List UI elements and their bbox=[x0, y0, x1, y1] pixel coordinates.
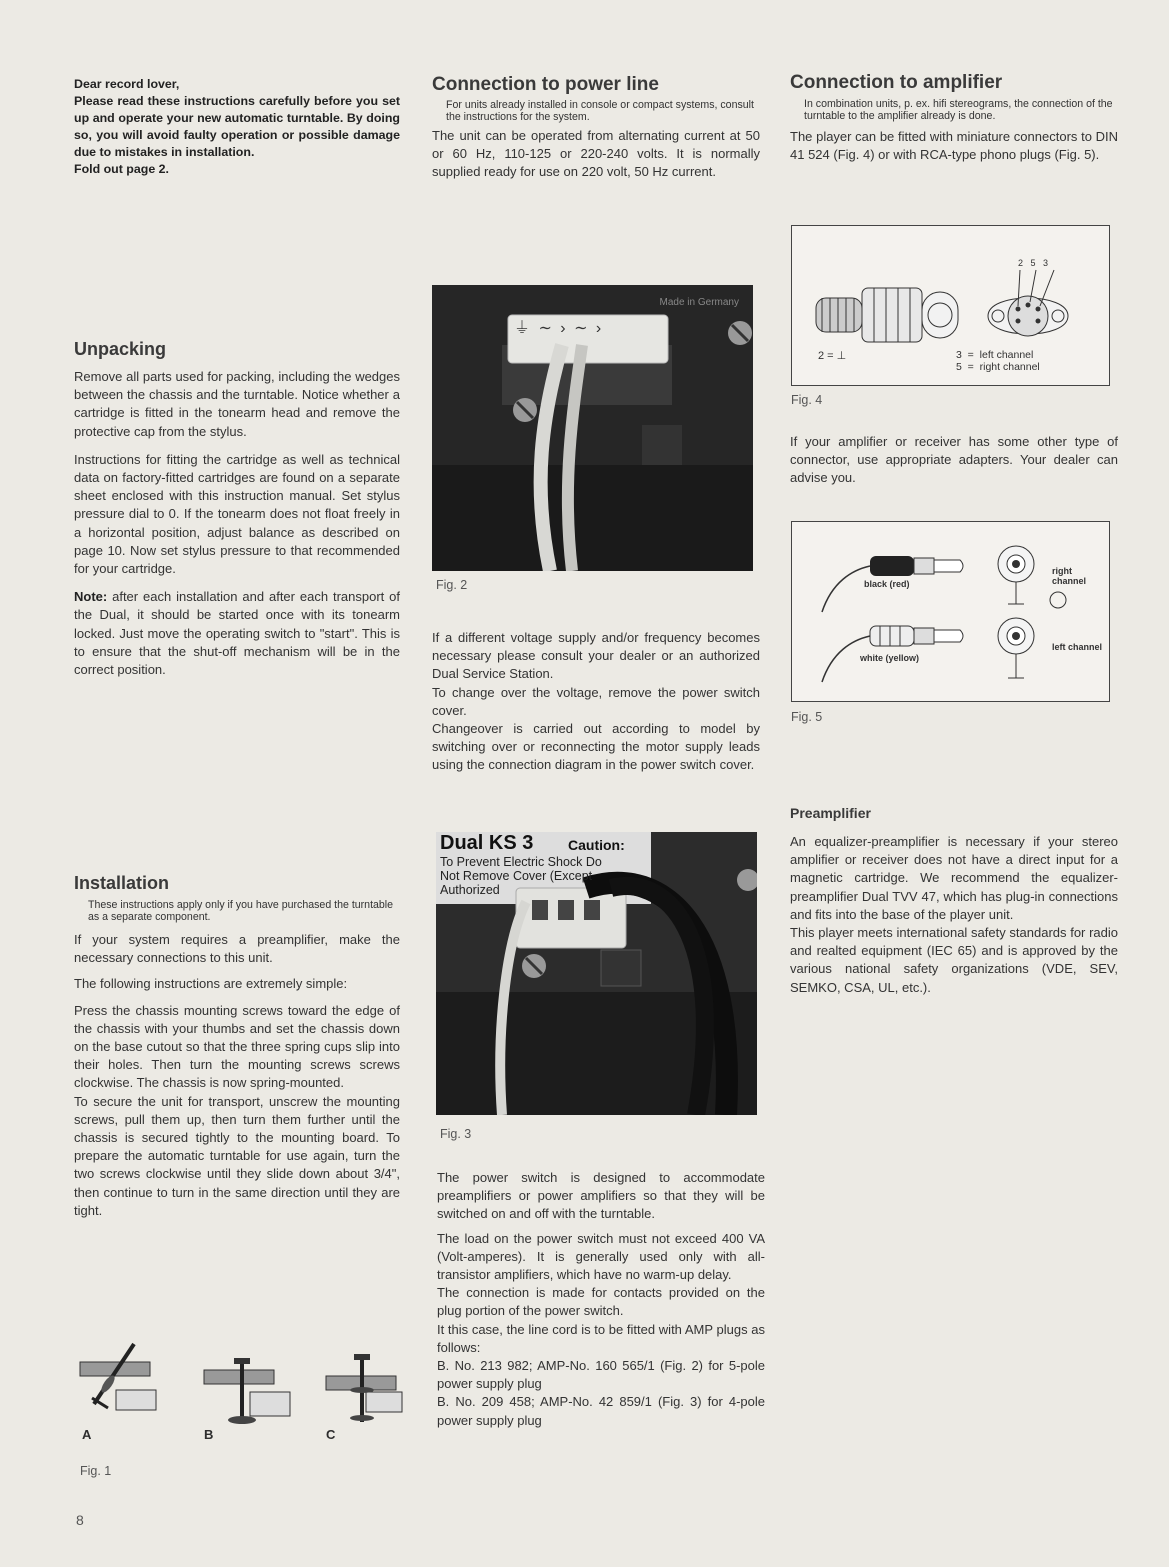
fig4-left-channel-label: 3 = left channel bbox=[956, 349, 1034, 361]
intro-greeting: Dear record lover, bbox=[74, 77, 180, 91]
fig3-caution-text: Caution: bbox=[568, 837, 625, 853]
power-paragraph-1: The unit can be operated from alternating current at 50 or 60 Hz, 110-125 or 220-240 volts. It is normally supplied ready for use on 220 volt, 50 Hz current. bbox=[432, 128, 760, 180]
fig1-label-a: A bbox=[82, 1427, 92, 1442]
fig3-brand-text: Dual KS 3 bbox=[440, 832, 534, 854]
fig5-black-label: black (red) bbox=[864, 579, 910, 589]
fig3-warning-line-2: Not Remove Cover (Except bbox=[440, 869, 593, 883]
fig5-white-label: white (yellow) bbox=[860, 653, 920, 663]
preamp-heading: Preamplifier bbox=[790, 805, 871, 821]
mounting-screw-diagrams bbox=[74, 1340, 414, 1490]
power-paragraph-5: The power switch is designed to accommodate preamplifiers or power amplifiers so that they will be switched on and off with the turntable. bbox=[437, 1170, 765, 1222]
figure-4-box bbox=[791, 225, 1110, 386]
intro-fold-out: Fold out page 2. bbox=[74, 162, 169, 176]
figure-1 bbox=[74, 1340, 414, 1490]
fig2-plug-symbols: ⏚ ∼ › ∼ › bbox=[514, 320, 604, 337]
fig5-caption: Fig. 5 bbox=[791, 710, 823, 724]
power-paragraph-10: B. No. 209 458; AMP-No. 42 859/1 (Fig. 3) for 4-pole power supply plug bbox=[437, 1394, 765, 1428]
power-paragraph-9: B. No. 213 982; AMP-No. 160 565/1 (Fig. 2) for 5-pole power supply plug bbox=[437, 1358, 765, 1392]
note-label: Note: bbox=[74, 589, 108, 605]
installation-paragraph-1: If your system requires a preamplifier, make the necessary connections to this unit. bbox=[74, 932, 400, 966]
fig4-caption: Fig. 4 bbox=[791, 393, 823, 407]
figure-5-box bbox=[791, 521, 1110, 702]
rca-socket-left bbox=[998, 618, 1034, 678]
diagram-a bbox=[80, 1344, 156, 1410]
amplifier-paragraph-2: If your amplifier or receiver has some other type of connector, use appropriate adapters. Your dealer can advise you. bbox=[790, 434, 1118, 486]
amplifier-heading: Connection to amplifier bbox=[790, 72, 1003, 93]
fig5-right-channel-label: right channel bbox=[1052, 566, 1087, 586]
fig3-caption: Fig. 3 bbox=[440, 1127, 472, 1141]
fig2-caption: Fig. 2 bbox=[436, 578, 468, 592]
note-text: after each installation and after each transport of the Dual, it should be started once with its tonearm locked. Just move the operating switch to "start". This is to ensure that the shut-off mechanism will be in the correct position. bbox=[74, 589, 400, 678]
unpacking-paragraph-1: Remove all parts used for packing, including the wedges between the chassis and the turntable. Notice whether a cartridge is fitted in the tonearm head and remove the protective cap from the stylus. bbox=[74, 369, 400, 439]
power-section bbox=[432, 74, 760, 182]
figure-3-photo bbox=[436, 832, 757, 1115]
intro-text: Please read these instructions carefully before you set up and operate your new automatic turntable. By doing so, you will avoid faulty operation or possible damage due to mistakes in installation. bbox=[74, 94, 400, 159]
fig2-made-in-text: Made in Germany bbox=[659, 297, 739, 308]
amplifier-section bbox=[790, 72, 1118, 164]
preamp-section bbox=[790, 805, 1118, 997]
rca-connector-diagram bbox=[792, 522, 1109, 701]
power-paragraph-6: The load on the power switch must not exceed 400 VA (Volt-amperes). It is generally used only with all-transistor amplifiers, which have no warm-up delay. bbox=[437, 1230, 765, 1283]
installation-paragraph-4: To secure the unit for transport, unscrew the mounting screws, pull them up, then turn them further until the chassis is secured tightly to the mounting board. To prepare the automatic turntable for use again, turn the two screws clockwise until they slide down about 3/4", then continue to turn in the same direction until they are tight. bbox=[74, 1093, 400, 1218]
installation-paragraph-3: Press the chassis mounting screws toward the edge of the chassis with your thumbs and set the chassis down on the base cutout so that the three spring cups slip into their holes. Then turn the mounting screws screws clockwise. The chassis is now spring-mounted. bbox=[74, 1002, 400, 1091]
installation-heading: Installation bbox=[74, 873, 170, 893]
din-socket bbox=[988, 270, 1068, 336]
installation-small-note: These instructions apply only if you have purchased the turntable as a separate component. bbox=[88, 899, 394, 923]
fig3-warning-line-1: To Prevent Electric Shock Do bbox=[440, 855, 602, 869]
fig5-left-channel-label: left channel bbox=[1052, 642, 1103, 652]
power-paragraph-8: It this case, the line cord is to be fitted with AMP plugs as follows: bbox=[437, 1321, 765, 1355]
amplifier-paragraph-1: The player can be fitted with miniature connectors to DIN 41 524 (Fig. 4) or with RCA-type phono plugs (Fig. 5). bbox=[790, 129, 1118, 163]
fig1-caption: Fig. 1 bbox=[80, 1464, 112, 1478]
unpacking-heading: Unpacking bbox=[74, 339, 167, 359]
power-voltage-block bbox=[432, 629, 760, 775]
amplifier-small-note: In combination units, p. ex. hifi stereograms, the connection of the turntable to the amplifier already is done. bbox=[804, 98, 1113, 122]
installation-paragraph-2: The following instructions are extremely simple: bbox=[74, 976, 348, 992]
fig1-label-b: B bbox=[204, 1427, 214, 1442]
unpacking-section bbox=[74, 339, 400, 679]
figure-2-photo bbox=[432, 285, 753, 571]
page-number: 8 bbox=[76, 1512, 84, 1528]
preamp-paragraph-1: An equalizer-preamplifier is necessary if your stereo amplifier or receiver does not have a direct input for a magnetic cartridge. We recommend the equalizer-preamplifier Dual TVV 47, which has plug-in connections and fits into the base of the player unit. bbox=[790, 834, 1118, 922]
unpacking-paragraph-2: Instructions for fitting the cartridge as well as technical data on factory-fitted cartridges are found on a separate sheet enclosed with this instruction manual. Set stylus pressure dial to 0. If the tonearm does not float freely in a horizontal position, adjust balance as described on page 10. Now set stylus pressure to that recommended for your cartridge. bbox=[74, 451, 400, 577]
installation-section bbox=[74, 873, 400, 1220]
power-small-note: For units already installed in console or compact systems, consult the instructions for the system. bbox=[446, 99, 754, 123]
fig4-pin-numbers: 2 5 3 bbox=[1018, 258, 1049, 268]
unpacking-note bbox=[74, 588, 400, 679]
power-paragraph-7: The connection is made for contacts provided on the plug portion of the power switch. bbox=[437, 1285, 765, 1319]
power-paragraph-4: Changeover is carried out according to model by switching over or reconnecting the motor supply leads using the connection diagram in the power switch cover. bbox=[432, 721, 760, 773]
power-heading: Connection to power line bbox=[432, 74, 659, 95]
power-paragraph-2: If a different voltage supply and/or frequency becomes necessary please consult your dealer or an authorized Dual Service Station. bbox=[432, 630, 760, 682]
fig4-right-channel-label: 5 = right channel bbox=[956, 361, 1040, 373]
preamp-paragraph-2: This player meets international safety standards for radio and realted equipment (IEC 65) and is approved by the various national safety organizations (VDE, SEV, SEMKO, CSA, UL, etc.). bbox=[790, 925, 1118, 995]
power-paragraph-3: To change over the voltage, remove the power switch cover. bbox=[432, 684, 760, 718]
diagram-c bbox=[326, 1354, 402, 1422]
amplifier-adapter-block bbox=[790, 433, 1118, 488]
diagram-b bbox=[204, 1358, 290, 1424]
fig1-label-c: C bbox=[326, 1427, 336, 1442]
fig3-warning-line-3: Authorized bbox=[440, 883, 500, 897]
din-plug bbox=[816, 288, 958, 342]
intro-block bbox=[74, 76, 400, 178]
power-switch-block bbox=[437, 1169, 765, 1430]
fig4-ground-label: 2 = ⊥ bbox=[818, 350, 847, 362]
